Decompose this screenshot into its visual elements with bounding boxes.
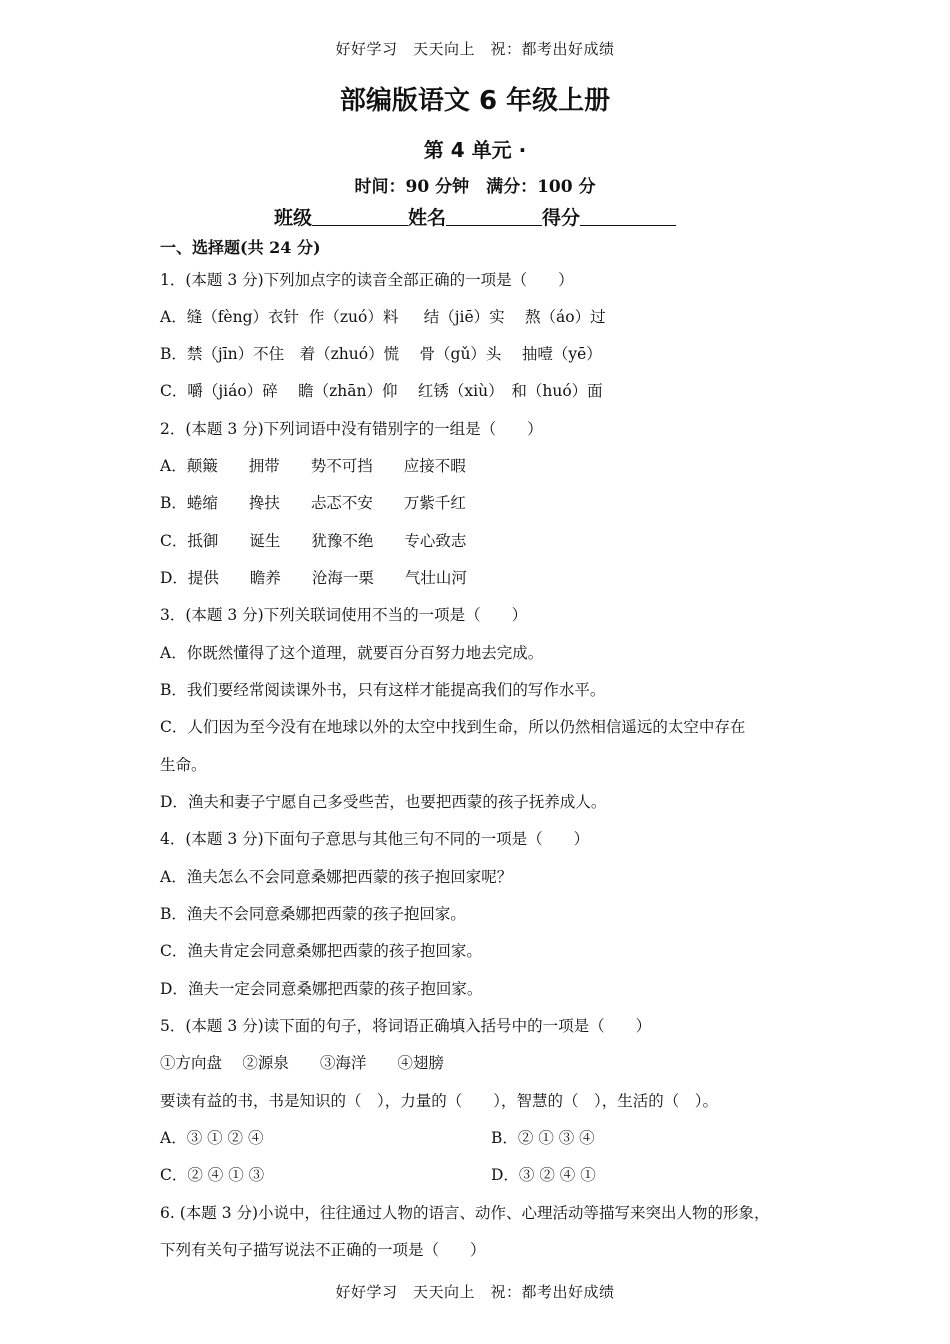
name-blank[interactable] <box>446 207 542 226</box>
question-line: 5．(本题 3 分)读下面的句子，将词语正确填入括号中的一项是（ ） <box>160 1017 652 1035</box>
option-line: C．抵御 诞生 犹豫不绝 专心致志 <box>160 532 467 550</box>
fill-sentence: 要读有益的书，书是知识的（ ），力量的（ ），智慧的（ ），生活的（ ）。 <box>160 1092 719 1110</box>
option-line: B．蜷缩 搀扶 忐忑不安 万紫千红 <box>160 494 466 512</box>
question-line-cont: 下列有关句子描写说法不正确的一项是（ ） <box>160 1241 486 1259</box>
option-line: C．嚼（jiáo）碎 瞻（zhān）仰 红锈（xiù） 和（huó）面 <box>160 382 603 400</box>
unit-title: 第 4 单元 · <box>423 138 527 162</box>
name-label: 姓名 <box>407 207 446 229</box>
option-line: D．渔夫和妻子宁愿自己多受些苦，也要把西蒙的孩子抚养成人。 <box>160 793 607 811</box>
option-line: A．颠簸 拥带 势不可挡 应接不暇 <box>160 457 466 475</box>
page-header: 好好学习 天天向上 祝：都考出好成绩 <box>335 40 615 58</box>
option-c: C．② ④ ① ③ <box>160 1166 265 1184</box>
option-line: B．禁（jīn）不住 着（zhuó）慌 骨（gǔ）头 抽噎（yē） <box>160 345 602 363</box>
option-d: D．③ ② ④ ① <box>491 1166 596 1184</box>
option-b: B．② ① ③ ④ <box>491 1129 595 1147</box>
option-line: D．提供 瞻养 沧海一栗 气壮山河 <box>160 569 467 587</box>
word-list: ①方向盘 ②源泉 ③海洋 ④翅膀 <box>160 1054 444 1072</box>
option-line: D．渔夫一定会同意桑娜把西蒙的孩子抱回家。 <box>160 980 483 998</box>
class-blank[interactable] <box>312 207 408 226</box>
option-line: B．渔夫不会同意桑娜把西蒙的孩子抱回家。 <box>160 905 466 923</box>
class-label: 班级 <box>273 207 312 229</box>
student-info-line <box>0 203 950 230</box>
page-title: 部编版语文 6 年级上册 <box>339 86 611 116</box>
time-score-line: 时间：90 分钟 满分：100 分 <box>354 177 596 197</box>
question-line: 2．(本题 3 分)下列词语中没有错别字的一组是（ ） <box>160 420 543 438</box>
page-footer: 好好学习 天天向上 祝：都考出好成绩 <box>335 1283 615 1301</box>
score-label: 得分 <box>542 207 581 229</box>
option-line: C．渔夫肯定会同意桑娜把西蒙的孩子抱回家。 <box>160 942 482 960</box>
score-blank[interactable] <box>580 207 676 226</box>
option-line: A．缝（fèng）衣针 作（zuó）料 结（jiē）实 熬（áo）过 <box>160 308 606 326</box>
question-line: 1．(本题 3 分)下列加点字的读音全部正确的一项是（ ） <box>160 271 574 289</box>
option-line: C．人们因为至今没有在地球以外的太空中找到生命，所以仍然相信遥远的太空中存在 <box>160 718 746 736</box>
option-a: A．③ ① ② ④ <box>160 1129 264 1147</box>
option-line: A．渔夫怎么不会同意桑娜把西蒙的孩子抱回家呢？ <box>160 868 513 886</box>
question-line: 4．(本题 3 分)下面句子意思与其他三句不同的一项是（ ） <box>160 830 590 848</box>
option-line-cont: 生命。 <box>160 756 207 774</box>
question-line: 3．(本题 3 分)下列关联词使用不当的一项是（ ） <box>160 606 528 624</box>
option-line: B．我们要经常阅读课外书，只有这样才能提高我们的写作水平。 <box>160 681 606 699</box>
option-line: A．你既然懂得了这个道理，就要百分百努力地去完成。 <box>160 644 544 662</box>
question-line: 6. (本题 3 分)小说中，往往通过人物的语言、动作、心理活动等描写来突出人物的形象， <box>160 1204 770 1222</box>
section-title: 一、选择题(共 24 分) <box>160 238 321 257</box>
